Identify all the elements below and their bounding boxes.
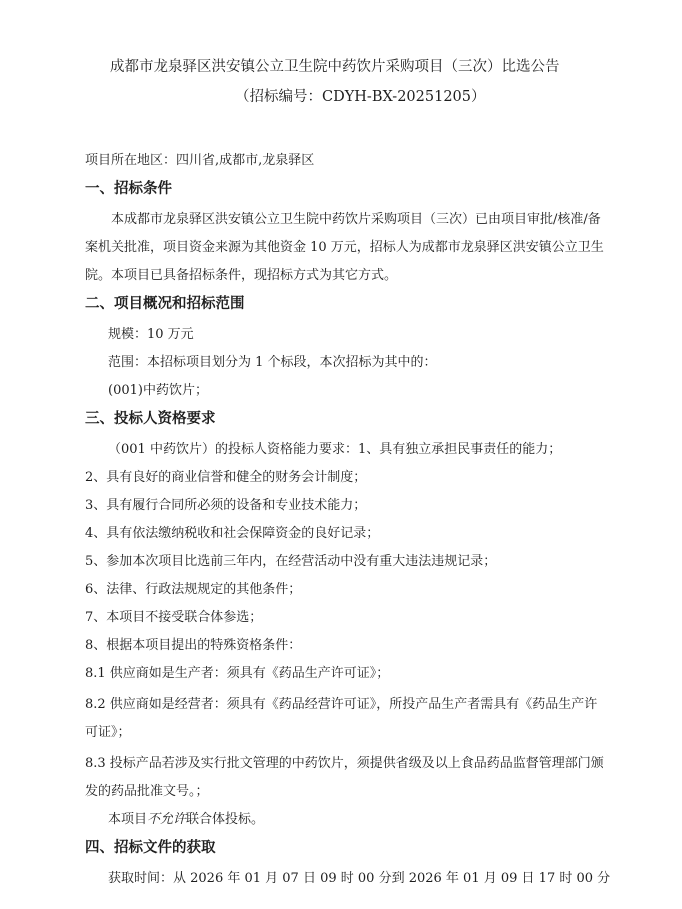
consortium-note-prefix: 本项目 [108, 812, 148, 827]
conditions-line-3: 院。本项目已具备招标条件，现招标方式为其它方式。 [85, 268, 398, 283]
document-acquisition-time: 获取时间：从 2026 年 01 月 07 日 09 时 00 分到 2026 年 01 月 09 日 17 时 00 分 [108, 871, 611, 886]
qualification-subitem: 8.1 供应商如是生产者：须具有《药品生产许可证》； [85, 666, 390, 681]
conditions-line-2: 案机关批准，项目资金来源为其他资金 10 万元，招标人为成都市龙泉驿区洪安镇公立卫生 [85, 240, 604, 255]
qualification-item: 7、本项目不接受联合体参选； [85, 610, 263, 625]
section-heading-conditions: 一、招标条件 [85, 181, 172, 197]
consortium-note-suffix: 联合体投标。 [186, 812, 265, 827]
bid-number: （招标编号：CDYH-BX-20251205） [235, 89, 486, 105]
qualification-item: 3、具有履行合同所必须的设备和专业技术能力； [85, 498, 367, 513]
section-heading-overview: 二、项目概况和招标范围 [85, 296, 245, 312]
project-lot: (001)中药饮片； [108, 383, 208, 398]
qualification-item: 8、根据本项目提出的特殊资格条件： [85, 638, 302, 653]
qualification-item: 4、具有依法缴纳税收和社会保障资金的良好记录； [85, 526, 380, 541]
qualification-subitem-continued: 可证》； [85, 725, 131, 740]
consortium-note [108, 812, 264, 828]
qualification-intro: （001 中药饮片）的投标人资格能力要求：1、具有独立承担民事责任的能力； [108, 442, 562, 457]
consortium-note-emphasis: 不允许 [147, 812, 187, 827]
qualification-item: 6、法律、行政法规规定的其他条件； [85, 582, 302, 597]
document-title: 成都市龙泉驿区洪安镇公立卫生院中药饮片采购项目（三次）比选公告 [110, 59, 560, 75]
qualification-subitem: 8.2 供应商如是经营者：须具有《药品经营许可证》，所投产品生产者需具有《药品生产许 [85, 697, 598, 712]
qualification-subitem-continued: 发的药品批准文号。； [85, 784, 209, 799]
conditions-line-1: 本成都市龙泉驿区洪安镇公立卫生院中药饮片采购项目（三次）已由项目审批/核准/备 [111, 212, 601, 227]
qualification-item: 5、参加本次项目比选前三年内，在经营活动中没有重大违法违规记录； [85, 554, 497, 569]
section-heading-qualifications: 三、投标人资格要求 [85, 411, 216, 427]
section-heading-documents: 四、招标文件的获取 [85, 840, 216, 856]
qualification-item: 2、具有良好的商业信誉和健全的财务会计制度； [85, 470, 367, 485]
project-region: 项目所在地区：四川省,成都市,龙泉驿区 [85, 153, 315, 168]
qualification-subitem: 8.3 投标产品若涉及实行批文管理的中药饮片，须提供省级及以上食品药品监督管理部门颁 [85, 756, 604, 771]
project-scope: 范围：本招标项目划分为 1 个标段，本次招标为其中的： [108, 355, 437, 370]
project-scale: 规模：10 万元 [108, 327, 194, 342]
